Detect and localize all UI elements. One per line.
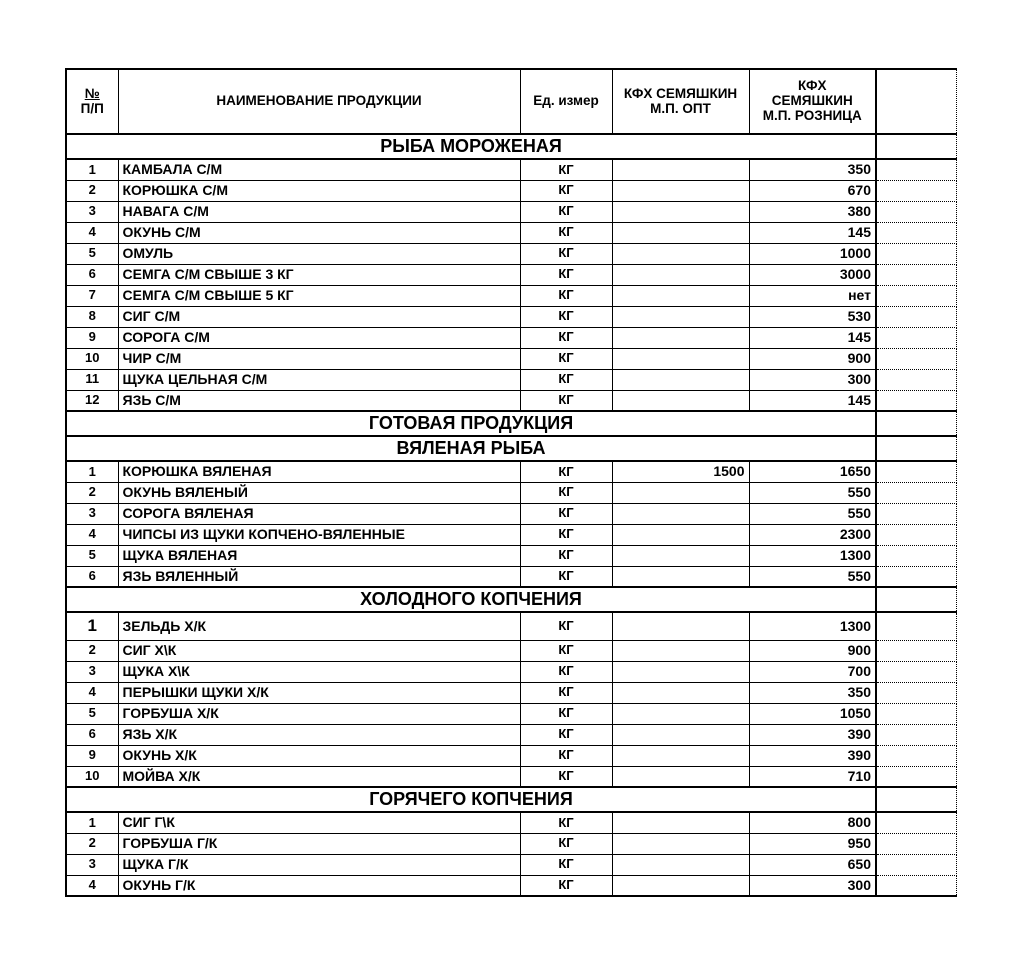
table-row <box>66 390 956 411</box>
ghost-cell <box>876 812 956 833</box>
section-row <box>66 787 956 812</box>
ghost-cell <box>876 703 956 724</box>
price-retail: 550 <box>749 482 876 503</box>
unit: КГ <box>520 640 612 661</box>
product-name: СИГ Г\К <box>118 812 520 833</box>
row-num: 1 <box>66 159 118 180</box>
row-num: 5 <box>66 703 118 724</box>
table-row <box>66 766 956 787</box>
unit: КГ <box>520 545 612 566</box>
price-retail: 300 <box>749 369 876 390</box>
row-num: 6 <box>66 264 118 285</box>
unit: КГ <box>520 369 612 390</box>
price-table <box>65 68 957 897</box>
section-title: ГОРЯЧЕГО КОПЧЕНИЯ <box>66 787 876 812</box>
product-name: ГОРБУША Х/К <box>118 703 520 724</box>
product-name: НАВАГА С/М <box>118 201 520 222</box>
product-name: СОРОГА С/М <box>118 327 520 348</box>
price-opt <box>612 159 749 180</box>
header-num-label: П/П <box>80 100 104 116</box>
price-opt <box>612 875 749 896</box>
section-row <box>66 411 956 436</box>
table-row <box>66 612 956 640</box>
section-row <box>66 587 956 612</box>
product-name: МОЙВА Х/К <box>118 766 520 787</box>
header-retail-line1: КФХ <box>797 78 827 94</box>
row-num: 5 <box>66 243 118 264</box>
price-opt <box>612 682 749 703</box>
price-opt <box>612 833 749 854</box>
unit: КГ <box>520 306 612 327</box>
price-retail: 800 <box>749 812 876 833</box>
price-opt <box>612 180 749 201</box>
row-num: 1 <box>66 612 118 640</box>
unit: КГ <box>520 222 612 243</box>
price-opt <box>612 724 749 745</box>
table-row <box>66 306 956 327</box>
product-name: СЕМГА С/М СВЫШЕ 5 КГ <box>118 285 520 306</box>
price-retail: 650 <box>749 854 876 875</box>
price-opt <box>612 766 749 787</box>
table-row <box>66 524 956 545</box>
ghost-cell <box>876 134 956 159</box>
header-num-symbol: № <box>84 85 100 101</box>
unit: КГ <box>520 661 612 682</box>
price-opt <box>612 390 749 411</box>
price-opt <box>612 482 749 503</box>
price-retail: 380 <box>749 201 876 222</box>
product-name: КОРЮШКА ВЯЛЕНАЯ <box>118 461 520 482</box>
product-name: ЯЗЬ ВЯЛЕННЫЙ <box>118 566 520 587</box>
row-num: 6 <box>66 566 118 587</box>
price-retail: 3000 <box>749 264 876 285</box>
price-opt <box>612 566 749 587</box>
unit: КГ <box>520 566 612 587</box>
price-retail: 1300 <box>749 612 876 640</box>
price-retail: 390 <box>749 745 876 766</box>
ghost-cell <box>876 612 956 640</box>
price-retail: 550 <box>749 566 876 587</box>
product-name: ОКУНЬ Г/К <box>118 875 520 896</box>
price-retail: 350 <box>749 682 876 703</box>
table-row <box>66 180 956 201</box>
table-row <box>66 566 956 587</box>
table-row <box>66 661 956 682</box>
product-name: ПЕРЫШКИ ЩУКИ Х/К <box>118 682 520 703</box>
ghost-cell <box>876 327 956 348</box>
header-retail-line3: М.П. РОЗНИЦА <box>762 107 862 123</box>
unit: КГ <box>520 524 612 545</box>
row-num: 9 <box>66 327 118 348</box>
table-row <box>66 503 956 524</box>
product-name: ЩУКА Х\К <box>118 661 520 682</box>
ghost-cell <box>876 436 956 461</box>
ghost-cell <box>876 875 956 896</box>
price-retail: 390 <box>749 724 876 745</box>
unit: КГ <box>520 159 612 180</box>
unit: КГ <box>520 875 612 896</box>
ghost-cell <box>876 587 956 612</box>
product-name: СИГ С/М <box>118 306 520 327</box>
table-row <box>66 285 956 306</box>
row-num: 1 <box>66 812 118 833</box>
ghost-cell <box>876 369 956 390</box>
row-num: 6 <box>66 724 118 745</box>
header-opt-line1: КФХ СЕМЯШКИН <box>623 85 738 101</box>
unit: КГ <box>520 812 612 833</box>
table-row <box>66 264 956 285</box>
table-row <box>66 545 956 566</box>
price-list-sheet <box>65 68 957 897</box>
ghost-cell <box>876 390 956 411</box>
table-row <box>66 461 956 482</box>
header-opt <box>612 69 749 134</box>
product-name: ГОРБУША Г/К <box>118 833 520 854</box>
price-retail: 700 <box>749 661 876 682</box>
ghost-cell <box>876 524 956 545</box>
row-num: 2 <box>66 833 118 854</box>
row-num: 7 <box>66 285 118 306</box>
row-num: 2 <box>66 180 118 201</box>
ghost-cell <box>876 545 956 566</box>
unit: КГ <box>520 833 612 854</box>
price-retail: 1000 <box>749 243 876 264</box>
row-num: 4 <box>66 222 118 243</box>
price-opt <box>612 661 749 682</box>
product-name: СЕМГА С/М СВЫШЕ 3 КГ <box>118 264 520 285</box>
product-name: СИГ Х\К <box>118 640 520 661</box>
table-row <box>66 348 956 369</box>
header-opt-line2: М.П. ОПТ <box>650 100 711 116</box>
ghost-cell <box>876 766 956 787</box>
table-row <box>66 327 956 348</box>
price-retail: 900 <box>749 348 876 369</box>
ghost-cell <box>876 682 956 703</box>
section-row <box>66 436 956 461</box>
price-retail: 1650 <box>749 461 876 482</box>
product-name: ЩУКА ЦЕЛЬНАЯ С/М <box>118 369 520 390</box>
row-num: 3 <box>66 854 118 875</box>
ghost-cell <box>876 306 956 327</box>
price-retail: 900 <box>749 640 876 661</box>
row-num: 2 <box>66 482 118 503</box>
section-title: ХОЛОДНОГО КОПЧЕНИЯ <box>66 587 876 612</box>
price-retail: 2300 <box>749 524 876 545</box>
price-opt <box>612 306 749 327</box>
unit: КГ <box>520 482 612 503</box>
ghost-cell <box>876 264 956 285</box>
product-name: ЩУКА ВЯЛЕНАЯ <box>118 545 520 566</box>
price-retail: 350 <box>749 159 876 180</box>
table-row <box>66 745 956 766</box>
table-row <box>66 854 956 875</box>
product-name: ЯЗЬ Х/К <box>118 724 520 745</box>
unit: КГ <box>520 703 612 724</box>
unit: КГ <box>520 682 612 703</box>
row-num: 12 <box>66 390 118 411</box>
price-opt <box>612 285 749 306</box>
ghost-cell <box>876 482 956 503</box>
ghost-cell <box>876 566 956 587</box>
price-retail: 300 <box>749 875 876 896</box>
price-opt <box>612 703 749 724</box>
ghost-cell <box>876 69 956 134</box>
row-num: 4 <box>66 682 118 703</box>
price-opt <box>612 243 749 264</box>
price-opt <box>612 854 749 875</box>
table-row <box>66 243 956 264</box>
price-opt <box>612 222 749 243</box>
row-num: 4 <box>66 875 118 896</box>
price-opt <box>612 545 749 566</box>
unit: КГ <box>520 745 612 766</box>
row-num: 10 <box>66 348 118 369</box>
price-retail: 550 <box>749 503 876 524</box>
product-name: КОРЮШКА С/М <box>118 180 520 201</box>
ghost-cell <box>876 833 956 854</box>
row-num: 10 <box>66 766 118 787</box>
unit: КГ <box>520 243 612 264</box>
price-retail: 710 <box>749 766 876 787</box>
table-row <box>66 875 956 896</box>
header-retail <box>749 69 876 134</box>
product-name: ОКУНЬ ВЯЛЕНЫЙ <box>118 482 520 503</box>
unit: КГ <box>520 327 612 348</box>
product-name: ЩУКА Г/К <box>118 854 520 875</box>
product-name: СОРОГА ВЯЛЕНАЯ <box>118 503 520 524</box>
ghost-cell <box>876 745 956 766</box>
unit: КГ <box>520 612 612 640</box>
product-name: ЗЕЛЬДЬ Х/К <box>118 612 520 640</box>
table-row <box>66 833 956 854</box>
table-header-row <box>66 69 956 134</box>
ghost-cell <box>876 724 956 745</box>
table-row <box>66 482 956 503</box>
price-retail: 670 <box>749 180 876 201</box>
row-num: 5 <box>66 545 118 566</box>
unit: КГ <box>520 201 612 222</box>
unit: КГ <box>520 348 612 369</box>
price-opt <box>612 264 749 285</box>
price-retail: 145 <box>749 327 876 348</box>
section-title: ГОТОВАЯ ПРОДУКЦИЯ <box>66 411 876 436</box>
price-opt <box>612 524 749 545</box>
section-title: РЫБА МОРОЖЕНАЯ <box>66 134 876 159</box>
table-row <box>66 222 956 243</box>
ghost-cell <box>876 640 956 661</box>
ghost-cell <box>876 348 956 369</box>
price-retail: 1050 <box>749 703 876 724</box>
table-row <box>66 369 956 390</box>
table-row <box>66 724 956 745</box>
unit: КГ <box>520 180 612 201</box>
table-row <box>66 703 956 724</box>
ghost-cell <box>876 243 956 264</box>
ghost-cell <box>876 285 956 306</box>
row-num: 3 <box>66 201 118 222</box>
price-opt: 1500 <box>612 461 749 482</box>
ghost-cell <box>876 461 956 482</box>
unit: КГ <box>520 724 612 745</box>
table-row <box>66 159 956 180</box>
table-row <box>66 201 956 222</box>
row-num: 4 <box>66 524 118 545</box>
product-name: ЧИПСЫ ИЗ ЩУКИ КОПЧЕНО-ВЯЛЕННЫЕ <box>118 524 520 545</box>
price-retail: 950 <box>749 833 876 854</box>
price-opt <box>612 812 749 833</box>
row-num: 8 <box>66 306 118 327</box>
ghost-cell <box>876 503 956 524</box>
row-num: 9 <box>66 745 118 766</box>
row-num: 3 <box>66 661 118 682</box>
price-retail: 145 <box>749 390 876 411</box>
row-num: 1 <box>66 461 118 482</box>
header-retail-line2: СЕМЯШКИН <box>771 93 853 109</box>
price-opt <box>612 201 749 222</box>
unit: КГ <box>520 854 612 875</box>
table-row <box>66 640 956 661</box>
row-num: 3 <box>66 503 118 524</box>
product-name: КАМБАЛА С/М <box>118 159 520 180</box>
price-opt <box>612 348 749 369</box>
ghost-cell <box>876 159 956 180</box>
price-opt <box>612 369 749 390</box>
unit: КГ <box>520 503 612 524</box>
unit: КГ <box>520 264 612 285</box>
table-row <box>66 682 956 703</box>
product-name: ЧИР С/М <box>118 348 520 369</box>
section-row <box>66 134 956 159</box>
price-opt <box>612 745 749 766</box>
product-name: ОКУНЬ С/М <box>118 222 520 243</box>
ghost-cell <box>876 661 956 682</box>
unit: КГ <box>520 285 612 306</box>
unit: КГ <box>520 461 612 482</box>
unit: КГ <box>520 766 612 787</box>
price-retail: 145 <box>749 222 876 243</box>
price-opt <box>612 612 749 640</box>
section-title: ВЯЛЕНАЯ РЫБА <box>66 436 876 461</box>
row-num: 11 <box>66 369 118 390</box>
table-row <box>66 812 956 833</box>
price-opt <box>612 640 749 661</box>
product-name: ЯЗЬ С/М <box>118 390 520 411</box>
product-name: ОКУНЬ Х/К <box>118 745 520 766</box>
header-num <box>66 69 118 134</box>
header-unit: Ед. измер <box>520 69 612 134</box>
product-name: ОМУЛЬ <box>118 243 520 264</box>
price-retail: 530 <box>749 306 876 327</box>
row-num: 2 <box>66 640 118 661</box>
ghost-cell <box>876 854 956 875</box>
ghost-cell <box>876 222 956 243</box>
price-retail: нет <box>749 285 876 306</box>
unit: КГ <box>520 390 612 411</box>
ghost-cell <box>876 411 956 436</box>
price-opt <box>612 327 749 348</box>
ghost-cell <box>876 180 956 201</box>
ghost-cell <box>876 201 956 222</box>
price-opt <box>612 503 749 524</box>
header-product-name: НАИМЕНОВАНИЕ ПРОДУКЦИИ <box>118 69 520 134</box>
price-retail: 1300 <box>749 545 876 566</box>
ghost-cell <box>876 787 956 812</box>
